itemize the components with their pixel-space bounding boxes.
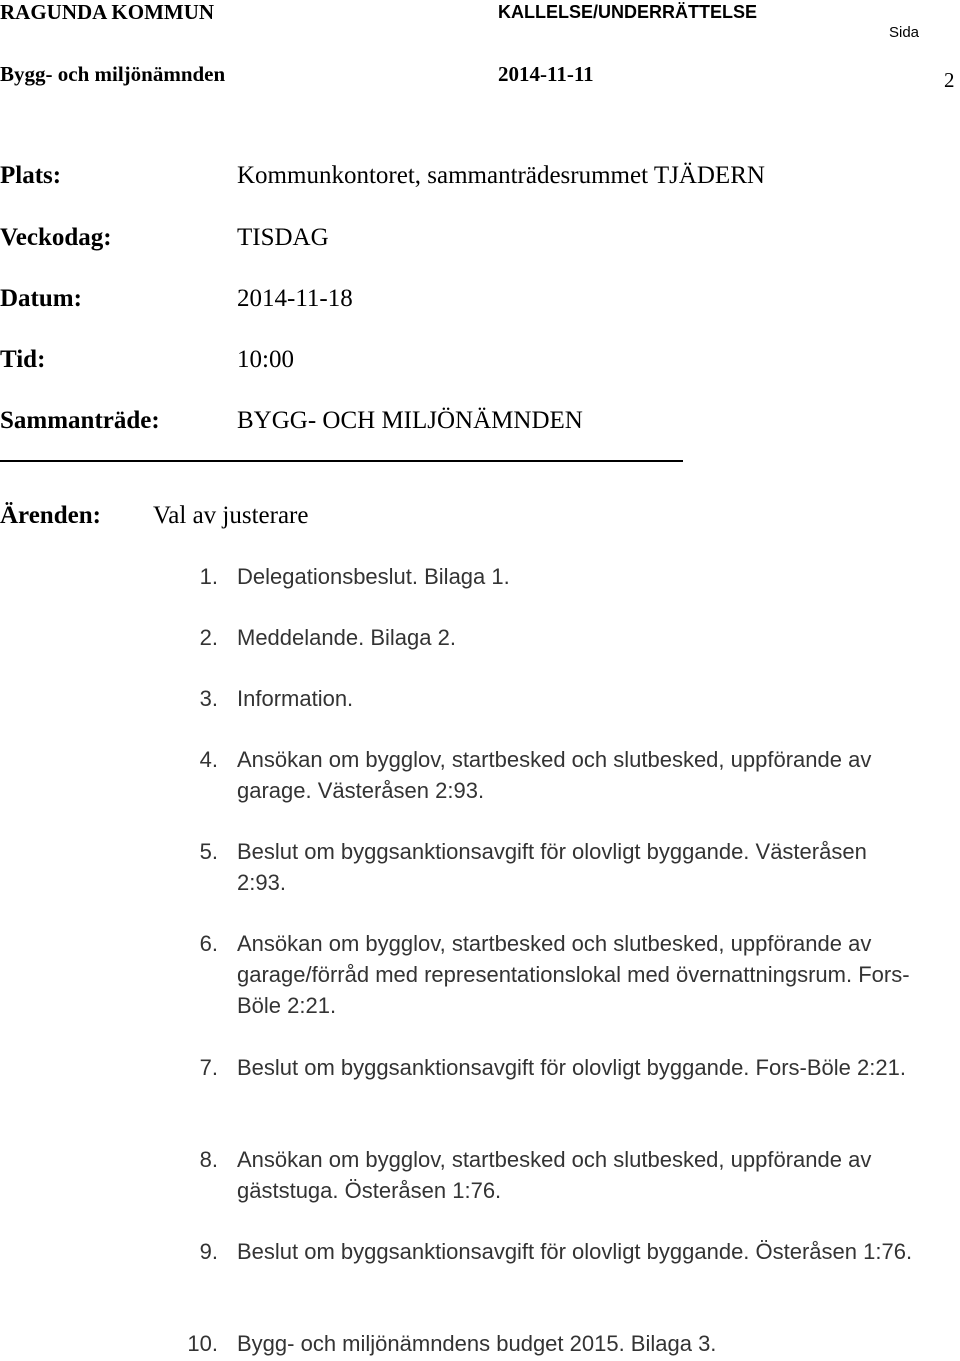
agenda-item-text: Meddelande. Bilaga 2. [237,625,456,650]
agenda-item-text: Beslut om byggsanktionsavgift för olovligt byggande. Fors-Böle 2:21. [237,1055,906,1080]
agenda-item-text: Beslut om byggsanktionsavgift för olovligt byggande. Österåsen 1:76. [237,1239,913,1264]
weekday-value: TISDAG [237,224,329,251]
agenda-item-number: 8. [199,1147,218,1172]
place-value: Kommunkontoret, sammanträdesrummet TJÄDERN [237,162,765,189]
agenda-item-text: Ansökan om bygglov, startbesked och slutbesked, uppförande av gäststuga. Österåsen 1:76. [237,1147,872,1203]
agenda-item-number: 9. [199,1239,218,1264]
agenda-item-text: Ansökan om bygglov, startbesked och slutbesked, uppförande av garage/förråd med representationslokal med övernattningsrum. Fors-Böle 2:21. [237,931,910,1018]
organization-name: RAGUNDA KOMMUN [0,0,215,24]
time-value: 10:00 [237,346,294,373]
meeting-value: BYGG- OCH MILJÖNÄMNDEN [237,407,583,434]
date-value: 2014-11-18 [237,285,353,312]
agenda-intro: Val av justerare [153,502,309,529]
meeting-label: Sammanträde: [0,407,160,434]
time-label: Tid: [0,346,46,373]
section-divider [0,460,683,462]
document-date: 2014-11-11 [498,62,594,86]
agenda-item-number: 10. [187,1331,218,1356]
agenda-item-text: Delegationsbeslut. Bilaga 1. [237,564,510,589]
place-label: Plats: [0,162,62,189]
document-type: KALLELSE/UNDERRÄTTELSE [498,2,758,22]
agenda-label: Ärenden: [0,502,101,529]
agenda-item-number: 7. [199,1055,218,1080]
agenda-item-number: 5. [199,839,218,864]
agenda-item-number: 3. [199,686,218,711]
agenda-item-number: 6. [199,931,218,956]
agenda-item-text: Bygg- och miljönämndens budget 2015. Bilaga 3. [237,1331,717,1356]
agenda-item-number: 4. [199,747,218,772]
weekday-label: Veckodag: [0,224,112,251]
committee-name: Bygg- och miljönämnden [0,62,226,86]
agenda-item-number: 2. [199,625,218,650]
agenda-item-text: Information. [237,686,354,711]
page-number: 2 [944,68,955,92]
agenda-item-number: 1. [199,564,218,589]
agenda-item-text: Beslut om byggsanktionsavgift för olovligt byggande. Västeråsen 2:93. [237,839,867,895]
page-label: Sida [889,24,920,41]
agenda-item-text: Ansökan om bygglov, startbesked och slutbesked, uppförande av garage. Västeråsen 2:93. [237,747,872,803]
date-label: Datum: [0,285,82,312]
